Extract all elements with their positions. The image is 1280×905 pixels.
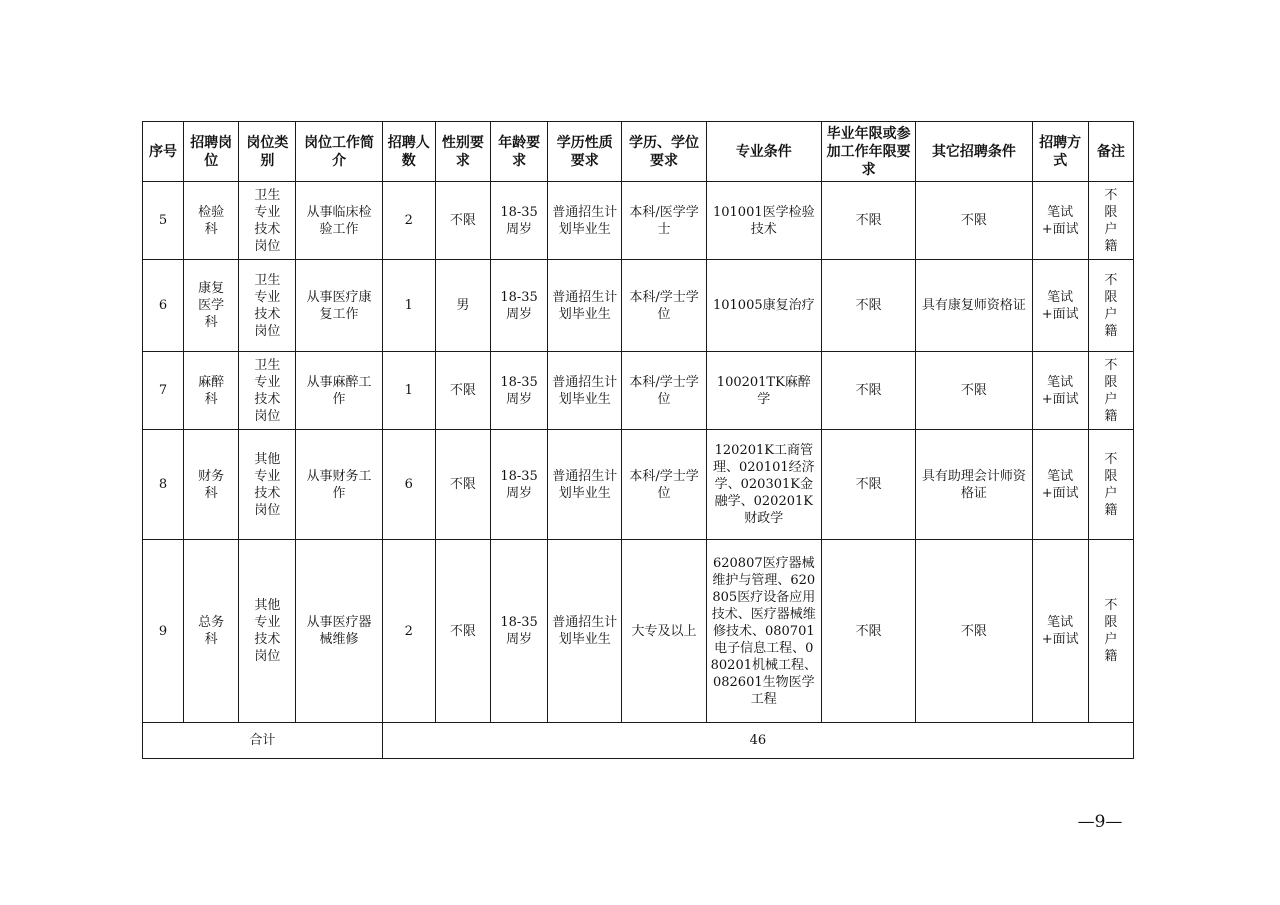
cell-description: 从事麻醉工作 <box>296 352 382 430</box>
cell-graduation-years: 不限 <box>821 260 915 352</box>
header-major-conditions: 专业条件 <box>706 122 821 182</box>
cell-degree: 本科/医学学士 <box>622 182 706 260</box>
header-recruitment-method: 招聘方式 <box>1032 122 1088 182</box>
cell-remarks: 不限户籍 <box>1088 260 1133 352</box>
cell-position: 检验科 <box>184 182 239 260</box>
cell-degree: 本科/学士学位 <box>622 260 706 352</box>
cell-serial: 6 <box>143 260 184 352</box>
header-graduation-years: 毕业年限或参加工作年限要求 <box>821 122 915 182</box>
cell-remarks: 不限户籍 <box>1088 182 1133 260</box>
cell-serial: 5 <box>143 182 184 260</box>
cell-category: 卫生专业技术岗位 <box>239 260 296 352</box>
page-number: —9— <box>1077 812 1123 832</box>
header-gender-requirement: 性别要求 <box>435 122 490 182</box>
cell-major: 101001医学检验技术 <box>706 182 821 260</box>
recruitment-table <box>142 121 1134 759</box>
cell-gender: 男 <box>435 260 490 352</box>
cell-method: 笔试+面试 <box>1032 352 1088 430</box>
cell-major: 101005康复治疗 <box>706 260 821 352</box>
cell-major: 620807医疗器械维护与管理、620805医疗设备应用技术、医疗器械维修技术、080701电子信息工程、080201机械工程、082601生物医学工程 <box>706 540 821 723</box>
cell-serial: 7 <box>143 352 184 430</box>
cell-other-conditions: 具有康复师资格证 <box>916 260 1032 352</box>
cell-method: 笔试+面试 <box>1032 430 1088 540</box>
header-education-type: 学历性质要求 <box>548 122 622 182</box>
cell-serial: 8 <box>143 430 184 540</box>
cell-category: 其他专业技术岗位 <box>239 430 296 540</box>
cell-category: 卫生专业技术岗位 <box>239 182 296 260</box>
header-position-category: 岗位类别 <box>239 122 296 182</box>
cell-description: 从事财务工作 <box>296 430 382 540</box>
header-serial-number: 序号 <box>143 122 184 182</box>
cell-gender: 不限 <box>435 430 490 540</box>
cell-age: 18-35周岁 <box>491 182 548 260</box>
cell-age: 18-35周岁 <box>491 540 548 723</box>
cell-education-type: 普通招生计划毕业生 <box>548 430 622 540</box>
header-position: 招聘岗位 <box>184 122 239 182</box>
cell-method: 笔试+面试 <box>1032 260 1088 352</box>
header-other-conditions: 其它招聘条件 <box>916 122 1032 182</box>
cell-category: 卫生专业技术岗位 <box>239 352 296 430</box>
table-row <box>143 260 1134 352</box>
cell-gender: 不限 <box>435 352 490 430</box>
table-total-row <box>143 723 1134 759</box>
cell-education-type: 普通招生计划毕业生 <box>548 540 622 723</box>
cell-education-type: 普通招生计划毕业生 <box>548 260 622 352</box>
cell-gender: 不限 <box>435 182 490 260</box>
cell-category: 其他专业技术岗位 <box>239 540 296 723</box>
cell-other-conditions: 不限 <box>916 182 1032 260</box>
cell-other-conditions: 不限 <box>916 540 1032 723</box>
table-row <box>143 182 1134 260</box>
total-value: 46 <box>382 723 1133 759</box>
cell-education-type: 普通招生计划毕业生 <box>548 182 622 260</box>
cell-headcount: 1 <box>382 260 435 352</box>
table-row <box>143 352 1134 430</box>
cell-position: 麻醉科 <box>184 352 239 430</box>
cell-age: 18-35周岁 <box>491 430 548 540</box>
cell-position: 康复医学科 <box>184 260 239 352</box>
cell-major: 100201TK麻醉学 <box>706 352 821 430</box>
header-remarks: 备注 <box>1088 122 1133 182</box>
cell-degree: 本科/学士学位 <box>622 430 706 540</box>
cell-graduation-years: 不限 <box>821 182 915 260</box>
cell-other-conditions: 具有助理会计师资格证 <box>916 430 1032 540</box>
header-degree-requirement: 学历、学位要求 <box>622 122 706 182</box>
cell-remarks: 不限户籍 <box>1088 430 1133 540</box>
cell-graduation-years: 不限 <box>821 430 915 540</box>
table-row <box>143 540 1134 723</box>
header-headcount: 招聘人数 <box>382 122 435 182</box>
cell-graduation-years: 不限 <box>821 352 915 430</box>
cell-age: 18-35周岁 <box>491 260 548 352</box>
cell-serial: 9 <box>143 540 184 723</box>
cell-age: 18-35周岁 <box>491 352 548 430</box>
cell-remarks: 不限户籍 <box>1088 540 1133 723</box>
cell-graduation-years: 不限 <box>821 540 915 723</box>
cell-headcount: 2 <box>382 182 435 260</box>
cell-education-type: 普通招生计划毕业生 <box>548 352 622 430</box>
cell-gender: 不限 <box>435 540 490 723</box>
cell-headcount: 2 <box>382 540 435 723</box>
header-job-description: 岗位工作简介 <box>296 122 382 182</box>
cell-method: 笔试+面试 <box>1032 540 1088 723</box>
cell-description: 从事医疗康复工作 <box>296 260 382 352</box>
header-age-requirement: 年龄要求 <box>491 122 548 182</box>
cell-headcount: 6 <box>382 430 435 540</box>
total-label: 合计 <box>143 723 383 759</box>
cell-description: 从事临床检验工作 <box>296 182 382 260</box>
table-row <box>143 430 1134 540</box>
cell-degree: 大专及以上 <box>622 540 706 723</box>
table-header-row <box>143 122 1134 182</box>
cell-other-conditions: 不限 <box>916 352 1032 430</box>
cell-description: 从事医疗器械维修 <box>296 540 382 723</box>
cell-position: 财务科 <box>184 430 239 540</box>
cell-remarks: 不限户籍 <box>1088 352 1133 430</box>
cell-position: 总务科 <box>184 540 239 723</box>
cell-method: 笔试+面试 <box>1032 182 1088 260</box>
cell-major: 120201K工商管理、020101经济学、020301K金融学、020201K财政学 <box>706 430 821 540</box>
cell-degree: 本科/学士学位 <box>622 352 706 430</box>
cell-headcount: 1 <box>382 352 435 430</box>
